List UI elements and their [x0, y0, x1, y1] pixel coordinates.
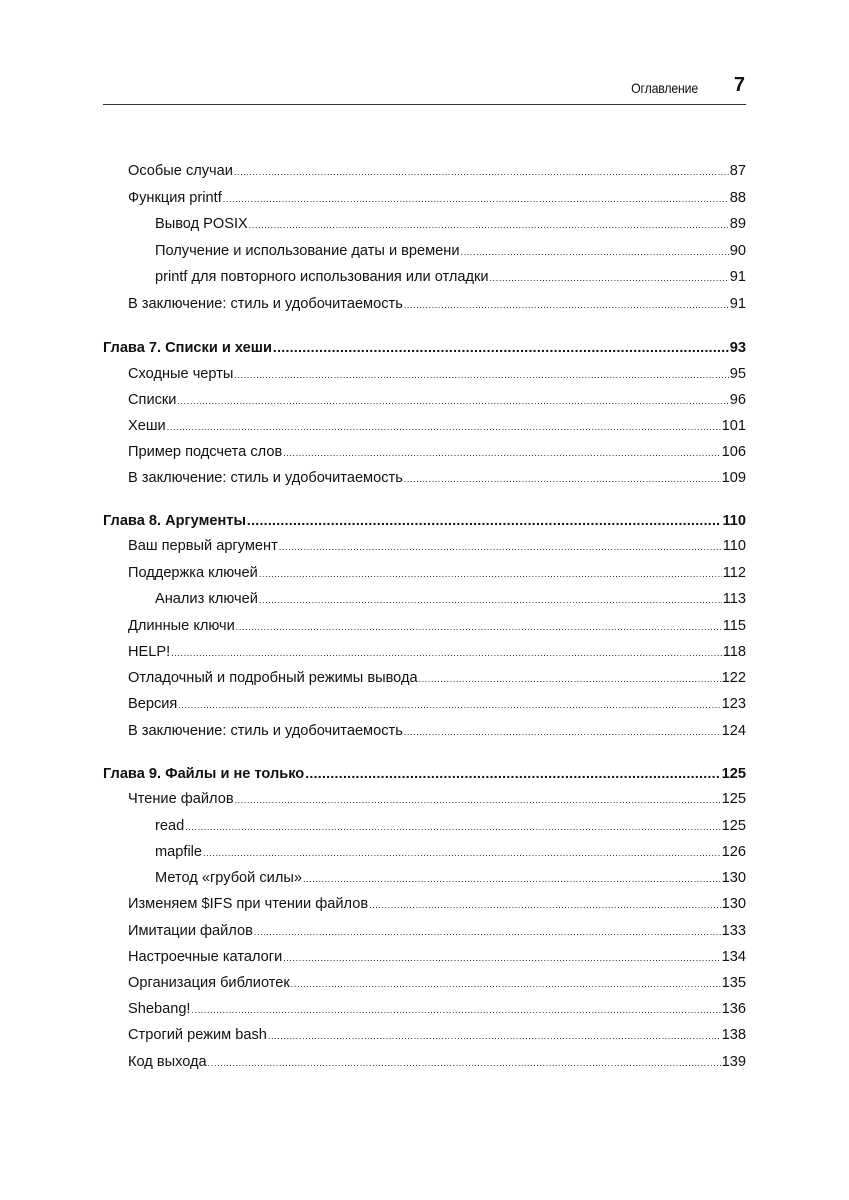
toc-entry[interactable]: [103, 693, 746, 715]
toc-entry-title: Метод «грубой силы»: [155, 870, 302, 886]
toc-entry[interactable]: [103, 815, 746, 837]
toc-leader-dots: [178, 693, 720, 716]
toc-entry-title: Пример подсчета слов: [128, 444, 283, 460]
toc-entry-title: Хеши: [128, 418, 166, 434]
toc-leader-dots: [247, 509, 722, 532]
toc-entry-page: 130: [721, 896, 746, 912]
toc-entry-title: Получение и использование даты и времени: [155, 243, 460, 259]
toc-leader-dots: [305, 762, 720, 785]
toc-entry[interactable]: [103, 893, 746, 915]
toc-leader-dots: [171, 641, 722, 664]
toc-entry-page: 96: [729, 392, 746, 408]
toc-leader-dots: [203, 841, 721, 864]
toc-entry-title: Глава 9. Файлы и не только: [103, 766, 305, 782]
toc-leader-dots: [192, 998, 721, 1021]
toc-entry[interactable]: [103, 535, 746, 557]
toc-entry-page: 91: [729, 269, 746, 285]
toc-entry[interactable]: [103, 213, 746, 235]
toc-entry-title: Изменяем $IFS при чтении файлов: [128, 896, 369, 912]
toc-leader-dots: [268, 1024, 721, 1047]
toc-entry-title: read: [155, 818, 185, 834]
toc-entry-page: 110: [722, 538, 746, 554]
toc-entry-page: 101: [721, 418, 746, 434]
toc-entry-page: 122: [721, 670, 746, 686]
header-page-number: 7: [733, 74, 745, 96]
toc-leader-dots: [404, 293, 729, 316]
running-header: [103, 74, 746, 105]
toc-entry[interactable]: [103, 441, 746, 463]
toc-entry[interactable]: [103, 946, 746, 968]
toc-entry[interactable]: [103, 588, 746, 610]
toc-entry-title: Настроечные каталоги: [128, 949, 283, 965]
toc-entry-page: 95: [729, 366, 746, 382]
toc-entry-title: mapfile: [155, 844, 203, 860]
toc-entry-title: printf для повторного использования или отладки: [155, 269, 489, 285]
toc-entry-page: 90: [729, 243, 746, 259]
toc-leader-dots: [369, 893, 721, 916]
toc-leader-dots: [167, 415, 721, 438]
toc-leader-dots: [303, 867, 721, 890]
toc-entry-title: Длинные ключи: [128, 618, 235, 634]
toc-leader-dots: [490, 266, 729, 289]
toc-entry[interactable]: [103, 867, 746, 889]
toc-entry[interactable]: [103, 415, 746, 437]
toc-entry[interactable]: [103, 998, 746, 1020]
toc-entry-page: 126: [721, 844, 746, 860]
toc-entry-title: Поддержка ключей: [128, 565, 258, 581]
toc-entry-page: 113: [722, 591, 746, 607]
toc-entry-title: В заключение: стиль и удобочитаемость: [128, 470, 403, 486]
toc-entry[interactable]: [103, 615, 746, 637]
toc-entry-page: 125: [721, 791, 746, 807]
toc-leader-dots: [283, 441, 720, 464]
toc-leader-dots: [273, 336, 729, 359]
toc-leader-dots: [259, 562, 722, 585]
toc-entry-title: В заключение: стиль и удобочитаемость: [128, 296, 403, 312]
toc-entry-page: 88: [729, 190, 746, 206]
toc-entry-title: Организация библиотек: [128, 975, 290, 991]
toc-entry-title: Ваш первый аргумент: [128, 538, 278, 554]
toc-entry[interactable]: [103, 363, 746, 385]
toc-entry-page: 124: [721, 723, 746, 739]
toc-entry-title: Сходные черты: [128, 366, 234, 382]
toc-chapter-entry[interactable]: [103, 762, 746, 784]
toc-entry-page: 87: [729, 163, 746, 179]
toc-leader-dots: [404, 720, 721, 743]
toc-entry[interactable]: [103, 972, 746, 994]
toc-entry-title: Глава 7. Списки и хеши: [103, 340, 272, 356]
toc-entry[interactable]: [103, 1051, 746, 1073]
toc-entry-title: Shebang!: [128, 1001, 191, 1017]
toc-leader-dots: [283, 946, 720, 969]
toc-entry-title: Функция printf: [128, 190, 222, 206]
toc-entry[interactable]: [103, 240, 746, 262]
toc-entry-title: Вывод POSIX: [155, 216, 248, 232]
toc-entry-page: 112: [722, 565, 746, 581]
toc-leader-dots: [234, 363, 728, 386]
toc-leader-dots: [177, 389, 728, 412]
toc-chapter-entry[interactable]: [103, 336, 746, 358]
toc-entry-page: 135: [721, 975, 746, 991]
toc-entry[interactable]: [103, 720, 746, 742]
toc-entry[interactable]: [103, 160, 746, 182]
toc-entry-page: 133: [721, 923, 746, 939]
toc-entry-title: HELP!: [128, 644, 171, 660]
toc-entry-title: Отладочный и подробный режимы вывода: [128, 670, 418, 686]
toc-leader-dots: [235, 788, 721, 811]
toc-entry[interactable]: [103, 788, 746, 810]
toc-entry-page: 125: [721, 766, 746, 782]
toc-entry[interactable]: [103, 187, 746, 209]
toc-leader-dots: [259, 588, 722, 611]
toc-entry-title: Строгий режим bash: [128, 1027, 267, 1043]
toc-leader-dots: [236, 615, 722, 638]
toc-leader-dots: [185, 815, 720, 838]
toc-entry-page: 125: [721, 818, 746, 834]
toc-entry-page: 130: [721, 870, 746, 886]
toc-entry-page: 138: [721, 1027, 746, 1043]
toc-chapter-entry[interactable]: [103, 509, 746, 531]
toc-entry-page: 123: [721, 696, 746, 712]
toc-entry[interactable]: [103, 641, 746, 663]
toc-entry[interactable]: [103, 920, 746, 942]
toc-entry[interactable]: [103, 467, 746, 489]
toc-entry[interactable]: [103, 389, 746, 411]
toc-entry-title: В заключение: стиль и удобочитаемость: [128, 723, 403, 739]
toc-entry-page: 118: [722, 644, 746, 660]
toc-leader-dots: [234, 160, 729, 183]
toc-entry-page: 134: [721, 949, 746, 965]
toc-entry-page: 106: [721, 444, 746, 460]
toc-entry-title: Списки: [128, 392, 177, 408]
header-section-title: Оглавление: [631, 80, 698, 96]
toc-entry[interactable]: [103, 841, 746, 863]
toc-leader-dots: [404, 467, 721, 490]
toc-leader-dots: [208, 1051, 721, 1074]
toc-entry[interactable]: [103, 266, 746, 288]
toc-entry-title: Чтение файлов: [128, 791, 234, 807]
toc-entry-page: 89: [729, 216, 746, 232]
toc-leader-dots: [279, 535, 722, 558]
toc-entry-title: Анализ ключей: [155, 591, 258, 607]
toc-entry[interactable]: [103, 1024, 746, 1046]
toc-entry[interactable]: [103, 562, 746, 584]
toc-entry-title: Код выхода: [128, 1054, 207, 1070]
toc-leader-dots: [291, 972, 721, 995]
toc-leader-dots: [461, 240, 729, 263]
toc-entry-title: Версия: [128, 696, 178, 712]
toc-leader-dots: [419, 667, 721, 690]
toc-entry-page: 93: [729, 340, 746, 356]
toc-leader-dots: [254, 920, 721, 943]
toc-entry[interactable]: [103, 293, 746, 315]
toc-leader-dots: [223, 187, 729, 210]
toc-entry-page: 91: [729, 296, 746, 312]
toc-entry-page: 115: [722, 618, 746, 634]
toc-entry-title: Особые случаи: [128, 163, 233, 179]
toc-entry-page: 136: [721, 1001, 746, 1017]
toc-leader-dots: [249, 213, 729, 236]
toc-entry[interactable]: [103, 667, 746, 689]
toc-entry-page: 110: [722, 513, 746, 529]
toc-entry-title: Глава 8. Аргументы: [103, 513, 246, 529]
toc-entry-page: 139: [721, 1054, 746, 1070]
toc-entry-page: 109: [721, 470, 746, 486]
toc-entry-title: Имитации файлов: [128, 923, 253, 939]
